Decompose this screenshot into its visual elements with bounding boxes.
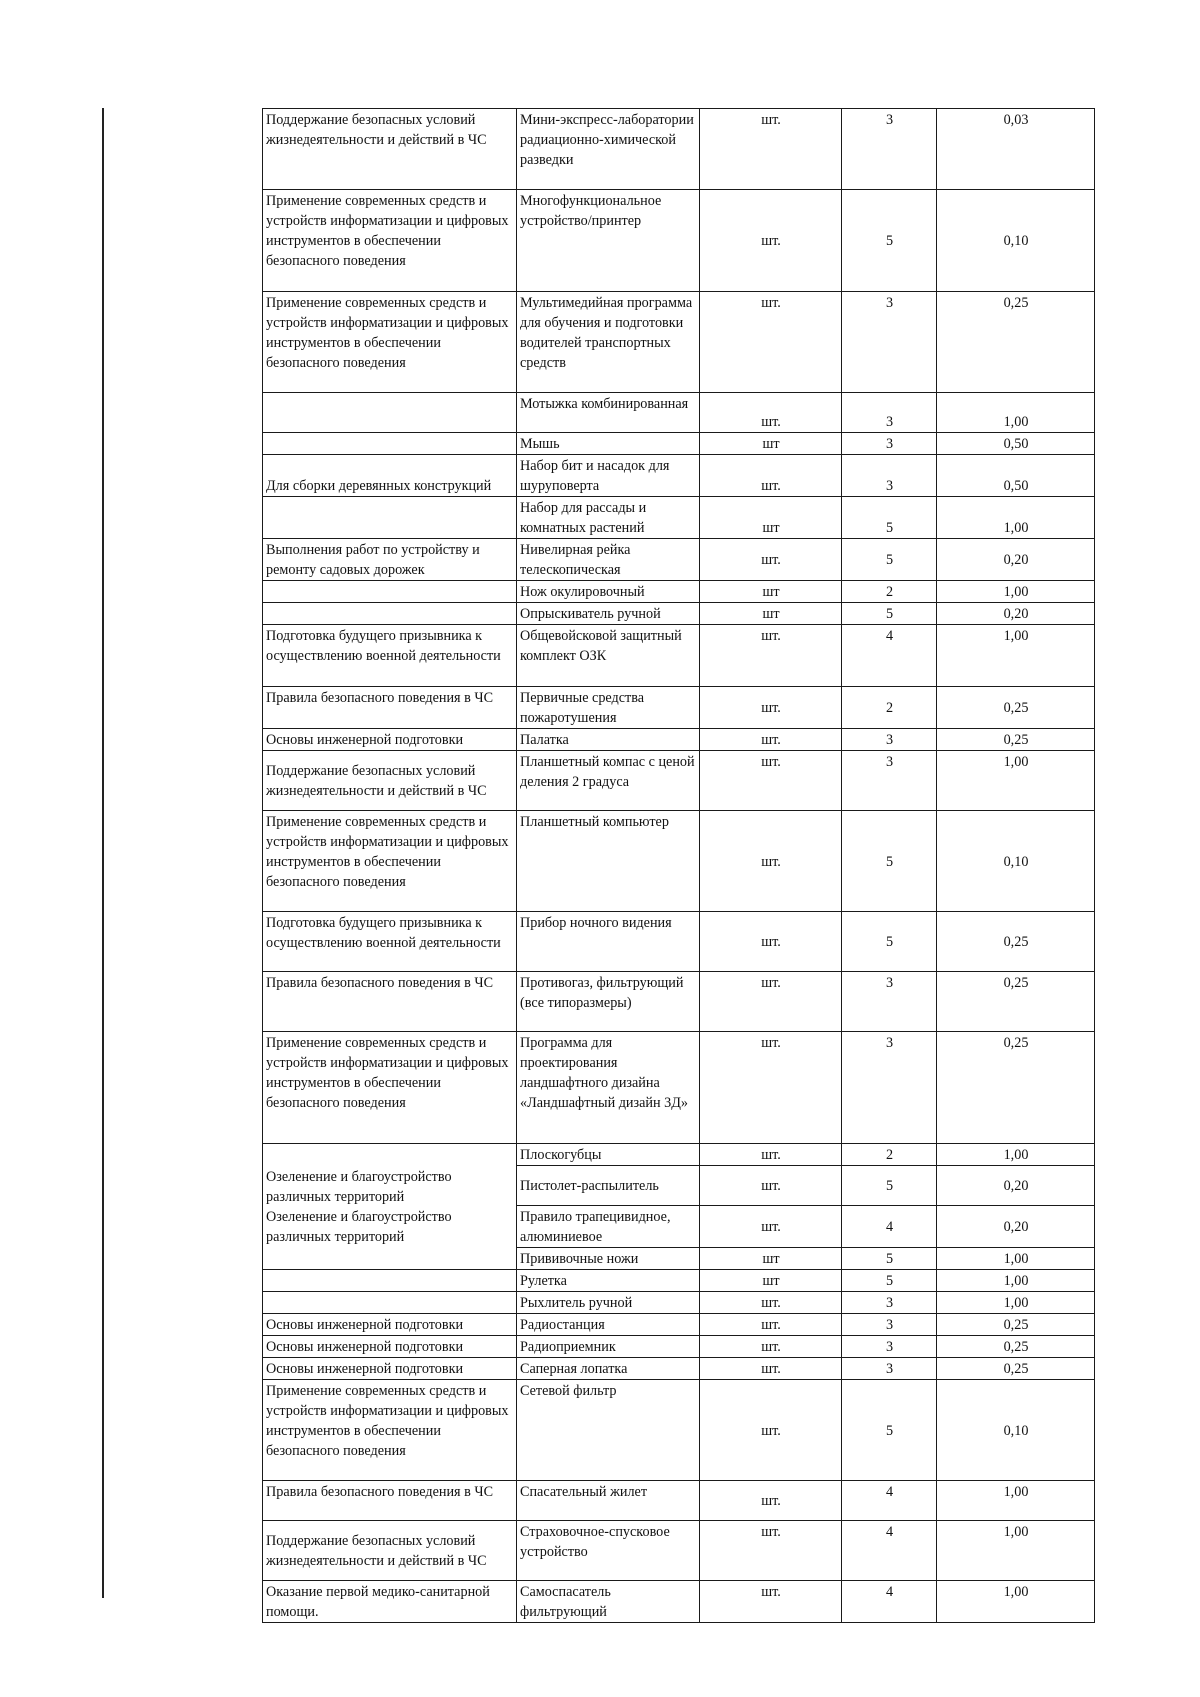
item-name-cell: Рулетка [517, 1270, 700, 1292]
purpose-cell: Применение современных средств и устройств информатизации и цифровых инструментов в обеспечении безопасного поведения [263, 1032, 517, 1144]
purpose-cell [263, 1292, 517, 1314]
quantity-cell: 4 [842, 1206, 937, 1248]
table-row [263, 625, 1095, 687]
item-name-cell: Рыхлитель ручной [517, 1292, 700, 1314]
table-row [263, 751, 1095, 811]
quantity-cell: 3 [842, 1032, 937, 1144]
item-name-cell: Нож окулировочный [517, 581, 700, 603]
unit-cell: шт. [700, 1380, 842, 1481]
quantity-cell: 5 [842, 1166, 937, 1206]
unit-cell: шт [700, 1270, 842, 1292]
coefficient-cell: 0,25 [937, 972, 1095, 1032]
unit-cell: шт. [700, 1144, 842, 1166]
table-row [263, 1144, 1095, 1166]
unit-cell: шт. [700, 1581, 842, 1623]
equipment-table [262, 108, 1095, 1623]
unit-cell: шт. [700, 1032, 842, 1144]
quantity-cell: 5 [842, 1270, 937, 1292]
quantity-cell: 5 [842, 190, 937, 292]
coefficient-cell: 1,00 [937, 1521, 1095, 1581]
quantity-cell: 2 [842, 1144, 937, 1166]
coefficient-cell: 1,00 [937, 1248, 1095, 1270]
coefficient-cell: 1,00 [937, 497, 1095, 539]
purpose-cell [263, 603, 517, 625]
purpose-cell: Поддержание безопасных условий жизнедеятельности и действий в ЧС [263, 109, 517, 190]
quantity-cell: 5 [842, 912, 937, 972]
table-row [263, 1270, 1095, 1292]
purpose-cell [263, 581, 517, 603]
quantity-cell: 3 [842, 109, 937, 190]
purpose-cell: Озеленение и благоустройство различных территорий Озеленение и благоустройство различных территорий [263, 1144, 517, 1270]
item-name-cell: Опрыскиватель ручной [517, 603, 700, 625]
purpose-cell: Правила безопасного поведения в ЧС [263, 972, 517, 1032]
table-row [263, 1380, 1095, 1481]
item-name-cell: Нивелирная рейка телескопическая [517, 539, 700, 581]
table-row [263, 1581, 1095, 1623]
item-name-cell: Мультимедийная программа для обучения и подготовки водителей транспортных средств [517, 292, 700, 393]
unit-cell: шт. [700, 1314, 842, 1336]
purpose-cell [263, 393, 517, 433]
table-row [263, 1481, 1095, 1521]
coefficient-cell: 0,10 [937, 1380, 1095, 1481]
unit-cell: шт [700, 603, 842, 625]
purpose-cell: Поддержание безопасных условий жизнедеятельности и действий в ЧС [263, 1521, 517, 1581]
unit-cell: шт. [700, 455, 842, 497]
unit-cell: шт. [700, 1481, 842, 1521]
coefficient-cell: 0,25 [937, 729, 1095, 751]
item-name-cell: Мини-экспресс-лаборатории радиационно-химической разведки [517, 109, 700, 190]
quantity-cell: 5 [842, 811, 937, 912]
unit-cell: шт [700, 497, 842, 539]
coefficient-cell: 0,25 [937, 687, 1095, 729]
purpose-cell: Оказание первой медико-санитарной помощи. [263, 1581, 517, 1623]
purpose-cell: Подготовка будущего призывника к осуществлению военной деятельности [263, 912, 517, 972]
purpose-cell: Правила безопасного поведения в ЧС [263, 687, 517, 729]
coefficient-cell: 1,00 [937, 1144, 1095, 1166]
page-margin-line [102, 108, 104, 1598]
coefficient-cell: 0,20 [937, 1166, 1095, 1206]
purpose-cell: Применение современных средств и устройств информатизации и цифровых инструментов в обеспечении безопасного поведения [263, 292, 517, 393]
item-name-cell: Радиоприемник [517, 1336, 700, 1358]
unit-cell: шт. [700, 190, 842, 292]
table-row [263, 811, 1095, 912]
quantity-cell: 4 [842, 1581, 937, 1623]
item-name-cell: Планшетный компас с ценой деления 2 градуса [517, 751, 700, 811]
unit-cell: шт. [700, 972, 842, 1032]
purpose-cell: Правила безопасного поведения в ЧС [263, 1481, 517, 1521]
purpose-cell: Применение современных средств и устройств информатизации и цифровых инструментов в обеспечении безопасного поведения [263, 811, 517, 912]
table-row [263, 292, 1095, 393]
item-name-cell: Палатка [517, 729, 700, 751]
coefficient-cell: 1,00 [937, 751, 1095, 811]
unit-cell: шт. [700, 109, 842, 190]
quantity-cell: 5 [842, 1380, 937, 1481]
coefficient-cell: 1,00 [937, 1292, 1095, 1314]
unit-cell: шт. [700, 1292, 842, 1314]
unit-cell: шт. [700, 811, 842, 912]
item-name-cell: Мотыжка комбинированная [517, 393, 700, 433]
quantity-cell: 3 [842, 972, 937, 1032]
coefficient-cell: 1,00 [937, 581, 1095, 603]
quantity-cell: 3 [842, 1336, 937, 1358]
table-row [263, 687, 1095, 729]
purpose-cell: Применение современных средств и устройств информатизации и цифровых инструментов в обеспечении безопасного поведения [263, 190, 517, 292]
purpose-cell: Для сборки деревянных конструкций [263, 455, 517, 497]
purpose-cell: Применение современных средств и устройств информатизации и цифровых инструментов в обеспечении безопасного поведения [263, 1380, 517, 1481]
item-name-cell: Набор бит и насадок для шуруповерта [517, 455, 700, 497]
coefficient-cell: 0,25 [937, 1336, 1095, 1358]
coefficient-cell: 1,00 [937, 625, 1095, 687]
coefficient-cell: 0,20 [937, 1206, 1095, 1248]
quantity-cell: 5 [842, 539, 937, 581]
item-name-cell: Спасательный жилет [517, 1481, 700, 1521]
item-name-cell: Набор для рассады и комнатных растений [517, 497, 700, 539]
quantity-cell: 5 [842, 603, 937, 625]
purpose-cell [263, 1270, 517, 1292]
item-name-cell: Программа для проектирования ландшафтного дизайна «Ландшафтный дизайн 3Д» [517, 1032, 700, 1144]
table-row [263, 1314, 1095, 1336]
coefficient-cell: 0,25 [937, 292, 1095, 393]
coefficient-cell: 0,20 [937, 539, 1095, 581]
coefficient-cell: 0,50 [937, 455, 1095, 497]
unit-cell: шт. [700, 292, 842, 393]
table-row [263, 729, 1095, 751]
table-row [263, 433, 1095, 455]
table-row [263, 912, 1095, 972]
unit-cell: шт [700, 433, 842, 455]
coefficient-cell: 1,00 [937, 1481, 1095, 1521]
table-row [263, 497, 1095, 539]
table-row [263, 539, 1095, 581]
table-row [263, 393, 1095, 433]
item-name-cell: Плоскогубцы [517, 1144, 700, 1166]
quantity-cell: 3 [842, 292, 937, 393]
item-name-cell: Первичные средства пожаротушения [517, 687, 700, 729]
purpose-cell [263, 433, 517, 455]
quantity-cell: 3 [842, 1292, 937, 1314]
quantity-cell: 2 [842, 581, 937, 603]
coefficient-cell: 0,10 [937, 811, 1095, 912]
item-name-cell: Прибор ночного видения [517, 912, 700, 972]
purpose-cell: Выполнения работ по устройству и ремонту садовых дорожек [263, 539, 517, 581]
quantity-cell: 3 [842, 1358, 937, 1380]
unit-cell: шт. [700, 1166, 842, 1206]
table-row [263, 190, 1095, 292]
coefficient-cell: 0,03 [937, 109, 1095, 190]
unit-cell: шт. [700, 751, 842, 811]
coefficient-cell: 0,10 [937, 190, 1095, 292]
unit-cell: шт. [700, 912, 842, 972]
item-name-cell: Саперная лопатка [517, 1358, 700, 1380]
item-name-cell: Мышь [517, 433, 700, 455]
coefficient-cell: 0,50 [937, 433, 1095, 455]
purpose-cell [263, 497, 517, 539]
quantity-cell: 3 [842, 751, 937, 811]
purpose-cell: Подготовка будущего призывника к осуществлению военной деятельности [263, 625, 517, 687]
purpose-cell: Основы инженерной подготовки [263, 729, 517, 751]
coefficient-cell: 0,20 [937, 603, 1095, 625]
unit-cell: шт. [700, 1206, 842, 1248]
item-name-cell: Планшетный компьютер [517, 811, 700, 912]
coefficient-cell: 1,00 [937, 1581, 1095, 1623]
purpose-cell: Поддержание безопасных условий жизнедеятельности и действий в ЧС [263, 751, 517, 811]
item-name-cell: Многофункциональное устройство/принтер [517, 190, 700, 292]
item-name-cell: Пистолет-распылитель [517, 1166, 700, 1206]
item-name-cell: Противогаз, фильтрующий (все типоразмеры) [517, 972, 700, 1032]
quantity-cell: 4 [842, 625, 937, 687]
purpose-cell: Основы инженерной подготовки [263, 1336, 517, 1358]
unit-cell: шт. [700, 393, 842, 433]
quantity-cell: 4 [842, 1481, 937, 1521]
table-row [263, 603, 1095, 625]
coefficient-cell: 1,00 [937, 393, 1095, 433]
unit-cell: шт. [700, 1521, 842, 1581]
item-name-cell: Страховочное-спусковое устройство [517, 1521, 700, 1581]
quantity-cell: 3 [842, 1314, 937, 1336]
coefficient-cell: 0,25 [937, 1358, 1095, 1380]
quantity-cell: 5 [842, 1248, 937, 1270]
purpose-cell: Основы инженерной подготовки [263, 1358, 517, 1380]
coefficient-cell: 1,00 [937, 1270, 1095, 1292]
unit-cell: шт. [700, 729, 842, 751]
table-row [263, 581, 1095, 603]
unit-cell: шт. [700, 1358, 842, 1380]
unit-cell: шт. [700, 687, 842, 729]
quantity-cell: 3 [842, 455, 937, 497]
coefficient-cell: 0,25 [937, 1032, 1095, 1144]
quantity-cell: 2 [842, 687, 937, 729]
item-name-cell: Прививочные ножи [517, 1248, 700, 1270]
item-name-cell: Самоспасатель фильтрующий [517, 1581, 700, 1623]
table-row [263, 1336, 1095, 1358]
table-row [263, 455, 1095, 497]
item-name-cell: Общевойсковой защитный комплект ОЗК [517, 625, 700, 687]
purpose-cell: Основы инженерной подготовки [263, 1314, 517, 1336]
quantity-cell: 3 [842, 433, 937, 455]
quantity-cell: 3 [842, 729, 937, 751]
unit-cell: шт [700, 1248, 842, 1270]
quantity-cell: 4 [842, 1521, 937, 1581]
table-row [263, 109, 1095, 190]
table-row [263, 1032, 1095, 1144]
coefficient-cell: 0,25 [937, 912, 1095, 972]
item-name-cell: Правило трапецивидное, алюминиевое [517, 1206, 700, 1248]
unit-cell: шт. [700, 539, 842, 581]
table-row [263, 1521, 1095, 1581]
quantity-cell: 3 [842, 393, 937, 433]
unit-cell: шт [700, 581, 842, 603]
table-row [263, 1358, 1095, 1380]
item-name-cell: Радиостанция [517, 1314, 700, 1336]
quantity-cell: 5 [842, 497, 937, 539]
item-name-cell: Сетевой фильтр [517, 1380, 700, 1481]
unit-cell: шт. [700, 625, 842, 687]
table-row [263, 972, 1095, 1032]
coefficient-cell: 0,25 [937, 1314, 1095, 1336]
table-row [263, 1292, 1095, 1314]
unit-cell: шт. [700, 1336, 842, 1358]
